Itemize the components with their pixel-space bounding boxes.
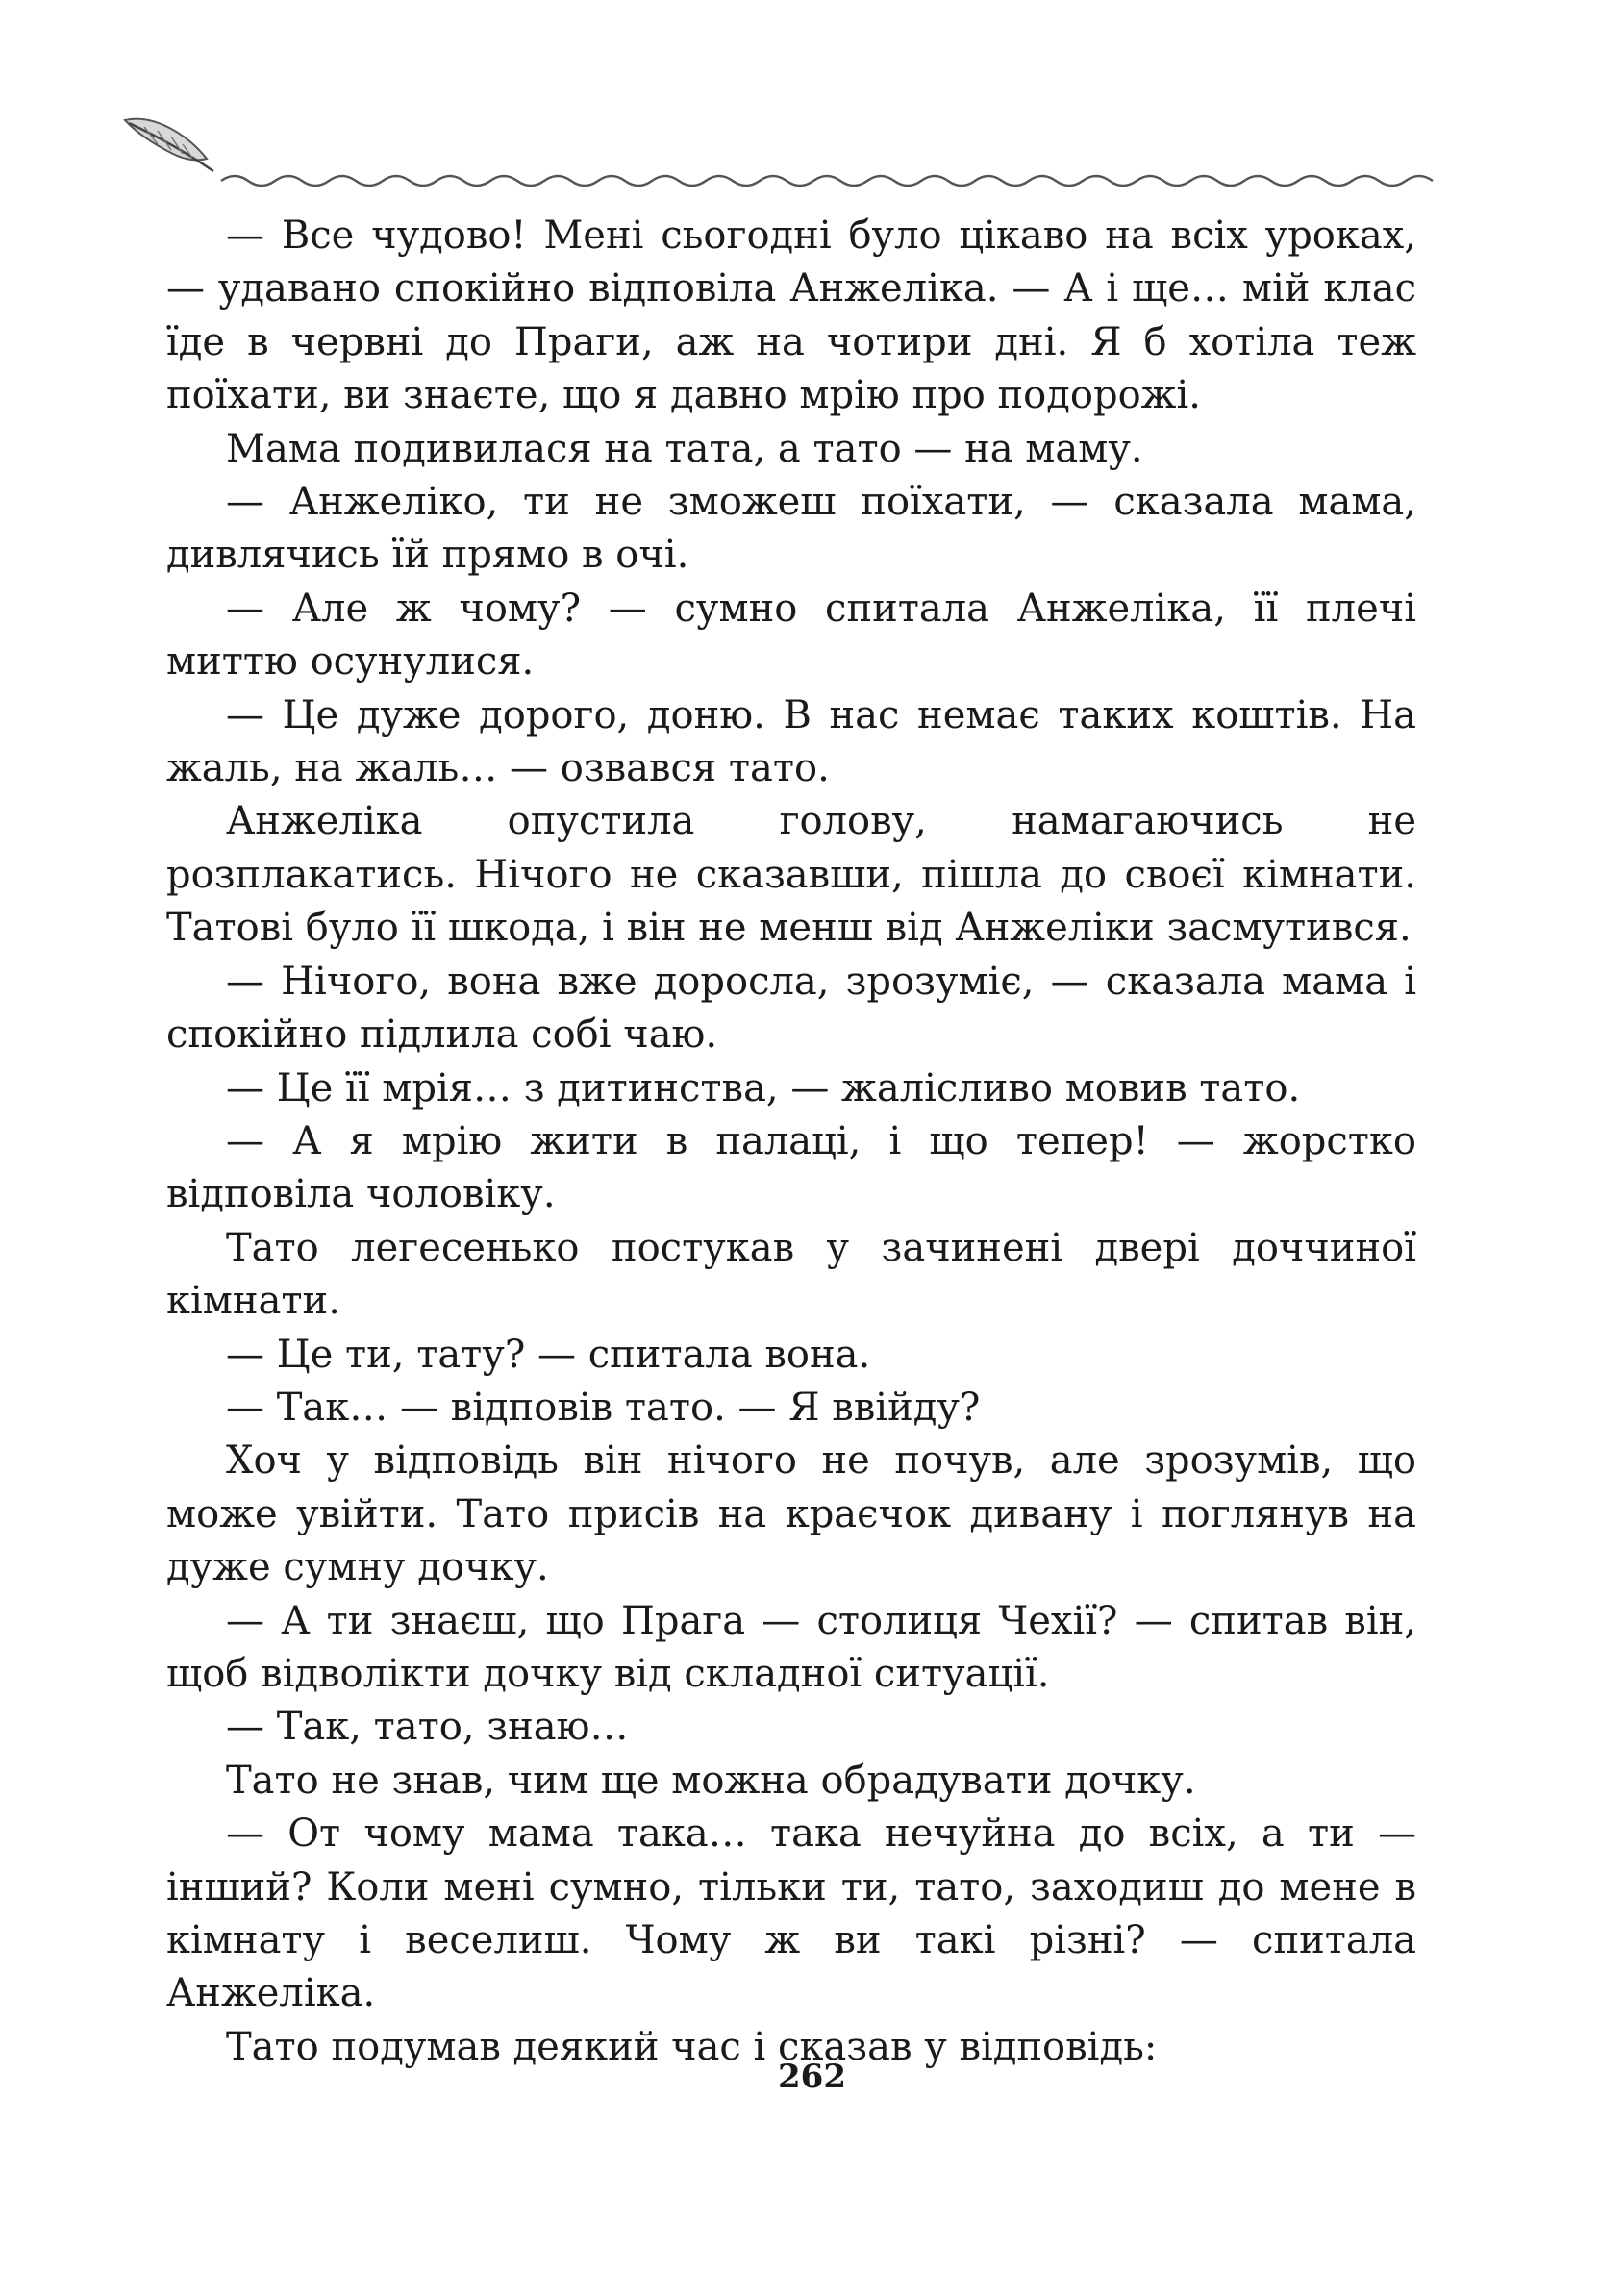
paragraph-13: Хоч у відповідь він нічого не почув, але зрозумів, що може увійти. Тато присів на краєчок дивану і поглянув на дуже сумну дочку.: [166, 1438, 1416, 1590]
paragraph-18: Тато подумав деякий час і сказав у відповідь:: [226, 2024, 1158, 2069]
paragraph-3: — Анжеліко, ти не зможеш поїхати, — сказала мама, дивлячись їй прямо в очі.: [166, 480, 1416, 578]
paragraph-12: — Так… — відповів тато. — Я ввійду?: [226, 1385, 981, 1430]
paragraph-6: Анжеліка опустила голову, намагаючись не розплакатись. Нічого не сказавши, пішла до своєї кімнати. Татові було її шкода, і він не менш від Анжеліки засмутився.: [166, 799, 1416, 951]
paragraph-10: Тато легесенько постукав у зачинені двері доччиної кімнати.: [166, 1225, 1416, 1324]
paragraph-14: — А ти знаєш, що Прага — столиця Чехії? — спитав він, щоб відволікти дочку від складної ситуації.: [166, 1598, 1416, 1696]
paragraph-8: — Це її мрія… з дитинства, — жалісливо мовив тато.: [226, 1065, 1301, 1111]
paragraph-16: Тато не знав, чим ще можна обрадувати дочку.: [226, 1758, 1196, 1803]
feather-quill-icon: [125, 119, 213, 171]
paragraph-5: — Це дуже дорого, доню. В нас немає таких коштів. На жаль, на жаль… — озвався тато.: [166, 692, 1416, 791]
paragraph-4: — Але ж чому? — сумно спитала Анжеліка, її плечі миттю осунулися.: [166, 586, 1416, 685]
paragraph-15: — Так, тато, знаю…: [226, 1705, 629, 1750]
paragraph-9: — А я мрію жити в палаці, і що тепер! — жорстко відповіла чоловіку.: [166, 1118, 1416, 1217]
paragraph-7: — Нічого, вона вже доросла, зрозуміє, — сказала мама і спокійно підлила собі чаю.: [166, 959, 1416, 1058]
header-ornament: [115, 106, 1442, 202]
paragraph-2: Мама подивилася на тата, а тато — на маму.: [226, 426, 1143, 471]
paragraph-1: — Все чудово! Мені сьогодні було цікаво на всіх уроках, — удавано спокійно відповіла Анжеліка. — А і ще… мій клас їде в червні до Праги, аж на чотири дні. Я б хотіла теж поїхати, ви знаєте, що я давно мрію про подорожі.: [166, 213, 1416, 418]
paragraph-17: — От чому мама така… така нечуйна до всіх, а ти — інший? Коли мені сумно, тільки ти, тато, заходиш до мене в кімнату і веселиш. Чому ж ви такі різні? — спитала Анжеліка.: [166, 1811, 1416, 2016]
wavy-divider: [221, 176, 1433, 186]
paragraph-11: — Це ти, тату? — спитала вона.: [226, 1332, 871, 1377]
page-number: 262: [778, 2058, 846, 2096]
story-text: [166, 210, 1416, 2074]
